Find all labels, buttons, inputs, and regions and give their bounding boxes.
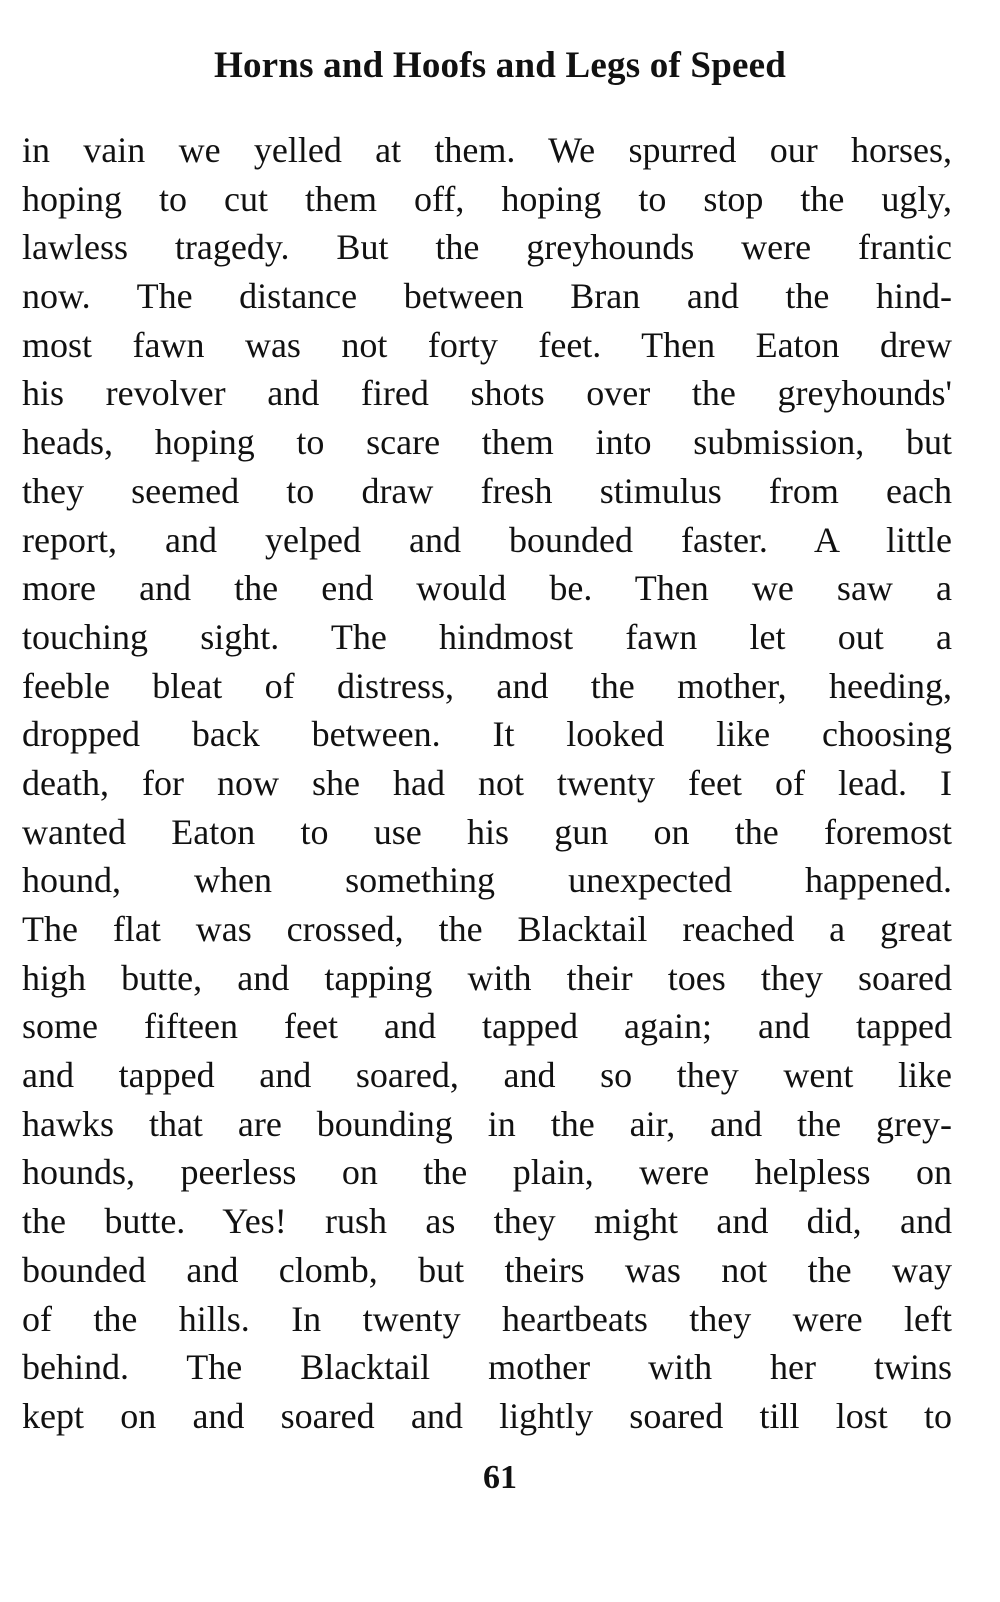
text-line: behind. The Blacktail mother with her twins bbox=[22, 1347, 952, 1388]
text-line: bounded and clomb, but theirs was not the way bbox=[22, 1249, 952, 1290]
body-text bbox=[22, 126, 952, 1441]
text-line: they seemed to draw fresh stimulus from each bbox=[22, 470, 952, 511]
text-line: touching sight. The hindmost fawn let out a bbox=[22, 616, 952, 657]
text-line: hoping to cut them off, hoping to stop the ugly, bbox=[22, 178, 952, 219]
text-line: and tapped and soared, and so they went like bbox=[22, 1055, 952, 1096]
text-line: of the hills. In twenty heartbeats they were left bbox=[22, 1298, 952, 1339]
text-line: feeble bleat of distress, and the mother, heeding, bbox=[22, 665, 952, 706]
text-line: death, for now she had not twenty feet of lead. I bbox=[22, 762, 952, 803]
text-line: hound, when something unexpected happened. bbox=[22, 860, 952, 901]
text-line: heads, hoping to scare them into submission, but bbox=[22, 422, 952, 463]
text-line: hounds, peerless on the plain, were helpless on bbox=[22, 1152, 952, 1193]
text-line: wanted Eaton to use his gun on the foremost bbox=[22, 811, 952, 852]
text-line: now. The distance between Bran and the hind- bbox=[22, 276, 952, 317]
text-line: most fawn was not forty feet. Then Eaton drew bbox=[22, 324, 952, 365]
text-line: high butte, and tapping with their toes they soared bbox=[22, 957, 952, 998]
text-line: report, and yelped and bounded faster. A little bbox=[22, 519, 952, 560]
text-line: his revolver and fired shots over the greyhounds' bbox=[22, 373, 952, 414]
text-line: some fifteen feet and tapped again; and tapped bbox=[22, 1006, 952, 1047]
text-line: hawks that are bounding in the air, and the grey- bbox=[22, 1103, 952, 1144]
text-line: The flat was crossed, the Blacktail reached a great bbox=[22, 909, 952, 949]
text-line: kept on and soared and lightly soared till lost to bbox=[22, 1395, 952, 1436]
text-line: the butte. Yes! rush as they might and did, and bbox=[22, 1201, 952, 1242]
text-line: more and the end would be. Then we saw a bbox=[22, 568, 952, 609]
text-line: dropped back between. It looked like choosing bbox=[22, 714, 952, 755]
text-line: in vain we yelled at them. We spurred our horses, bbox=[22, 130, 952, 170]
text-line: lawless tragedy. But the greyhounds were frantic bbox=[22, 227, 952, 268]
page-number: 61 bbox=[483, 1459, 517, 1496]
running-head: Horns and Hoofs and Legs of Speed bbox=[214, 45, 786, 86]
